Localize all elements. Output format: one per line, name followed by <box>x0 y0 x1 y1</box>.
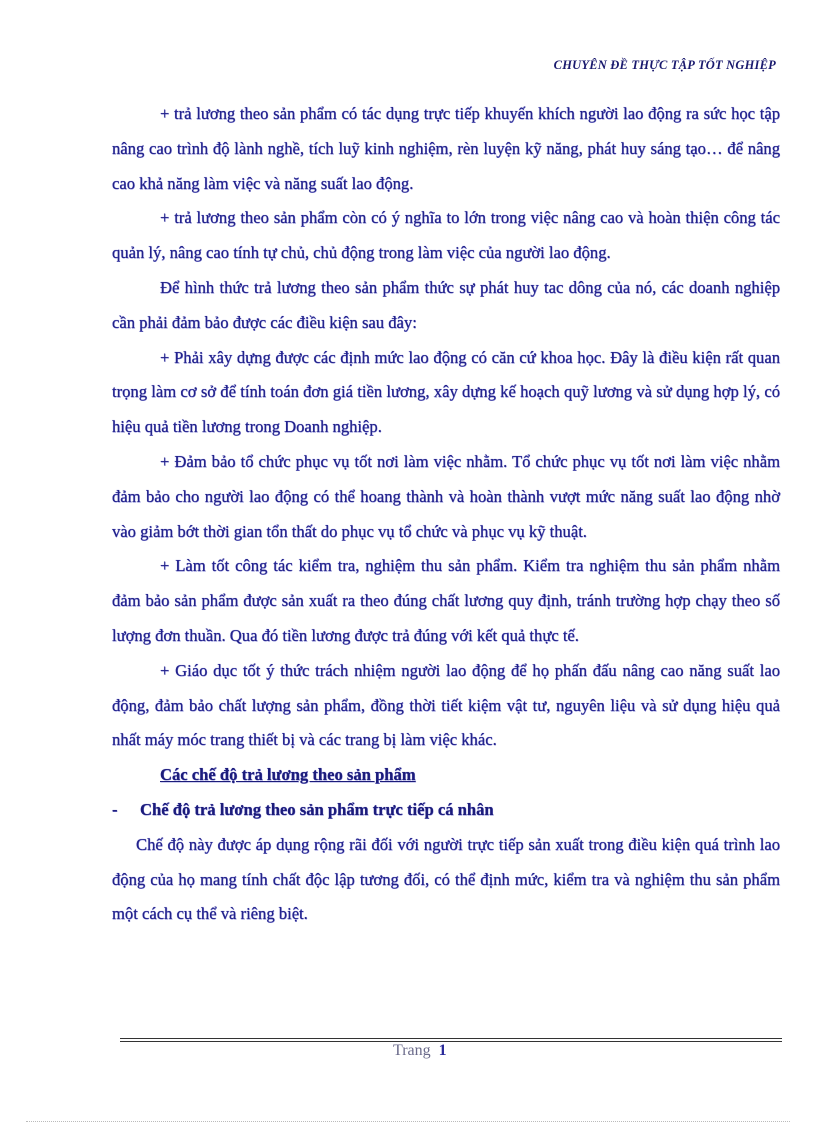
paragraph: + Làm tốt công tác kiểm tra, nghiệm thu sản phẩm. Kiểm tra nghiệm thu sản phẩm nhằm đảm bảo sản phẩm được sản xuất ra theo đúng chất lương quy định, tránh trường hợp chạy theo số lượng đơn thuần. Qua đó tiền lương được trả đúng với kết quả thực tế. <box>112 556 780 645</box>
paragraph: Chế độ này được áp dụng rộng rãi đối với người trực tiếp sản xuất trong điều kiện quá trình lao động của họ mang tính chất độc lập tương đối, có thể định mức, kiểm tra và nghiệm thu sản phẩm một cách cụ thể và riêng biệt. <box>112 834 780 924</box>
paragraph: + trả lương theo sản phẩm có tác dụng trực tiếp khuyến khích người lao động ra sức học tập nâng cao trình độ lành nghề, tích luỹ kinh nghiệm, rèn luyện kỹ năng, phát huy sáng tạo… để nâng cao khả năng làm việc và năng suất lao động. <box>112 104 780 193</box>
document-body <box>112 97 780 932</box>
page-footer <box>393 1042 447 1060</box>
footer-rule <box>120 1038 782 1042</box>
paragraph: + Phải xây dựng được các định mức lao động có căn cứ khoa học. Đây là điều kiện rất quan trọng làm cơ sở để tính toán đơn giá tiền lương, xây dựng kế hoạch quỹ lương và sử dụng hợp lý, có hiệu quả tiền lương trong Doanh nghiệp. <box>112 347 780 437</box>
sub-heading <box>112 793 780 828</box>
sub-heading-text: Chế độ trả lương theo sản phẩm trực tiếp cá nhân <box>140 799 494 819</box>
page-edge <box>26 1121 790 1122</box>
paragraph: + trả lương theo sản phẩm còn có ý nghĩa to lớn trong việc nâng cao và hoàn thiện công tác quản lý, nâng cao tính tự chủ, chủ động trong làm việc của người lao động. <box>112 208 780 263</box>
page-number: 1 <box>438 1042 447 1059</box>
section-heading: Các chế độ trả lương theo sản phẩm <box>160 765 416 785</box>
running-header: CHUYÊN ĐỀ THỰC TẬP TỐT NGHIỆP <box>553 58 776 72</box>
bullet-dash: - <box>112 799 118 819</box>
paragraph: + Giáo dục tốt ý thức trách nhiệm người lao động để họ phấn đấu nâng cao năng suất lao động, đảm bảo chất lượng sản phẩm, đồng thời tiết kiệm vật tư, nguyên liệu và sử dụng hiệu quả nhất máy móc trang thiết bị và các trang bị làm việc khác. <box>112 660 780 750</box>
paragraph: Để hình thức trả lương theo sản phẩm thức sự phát huy tac dông của nó, các doanh nghiệp cần phải đảm bảo được các điều kiện sau đây: <box>112 277 780 332</box>
paragraph: + Đảm bảo tổ chức phục vụ tốt nơi làm việc nhằm. Tổ chức phục vụ tốt nơi làm việc nhằm đảm bảo cho người lao động có thể hoang thành và hoàn thành vượt mức năng suất lao động nhờ vào giảm bớt thời gian tổn thất do phục vụ tổ chức và phục vụ kỹ thuật. <box>112 451 780 541</box>
page-label: Trang <box>393 1042 431 1059</box>
